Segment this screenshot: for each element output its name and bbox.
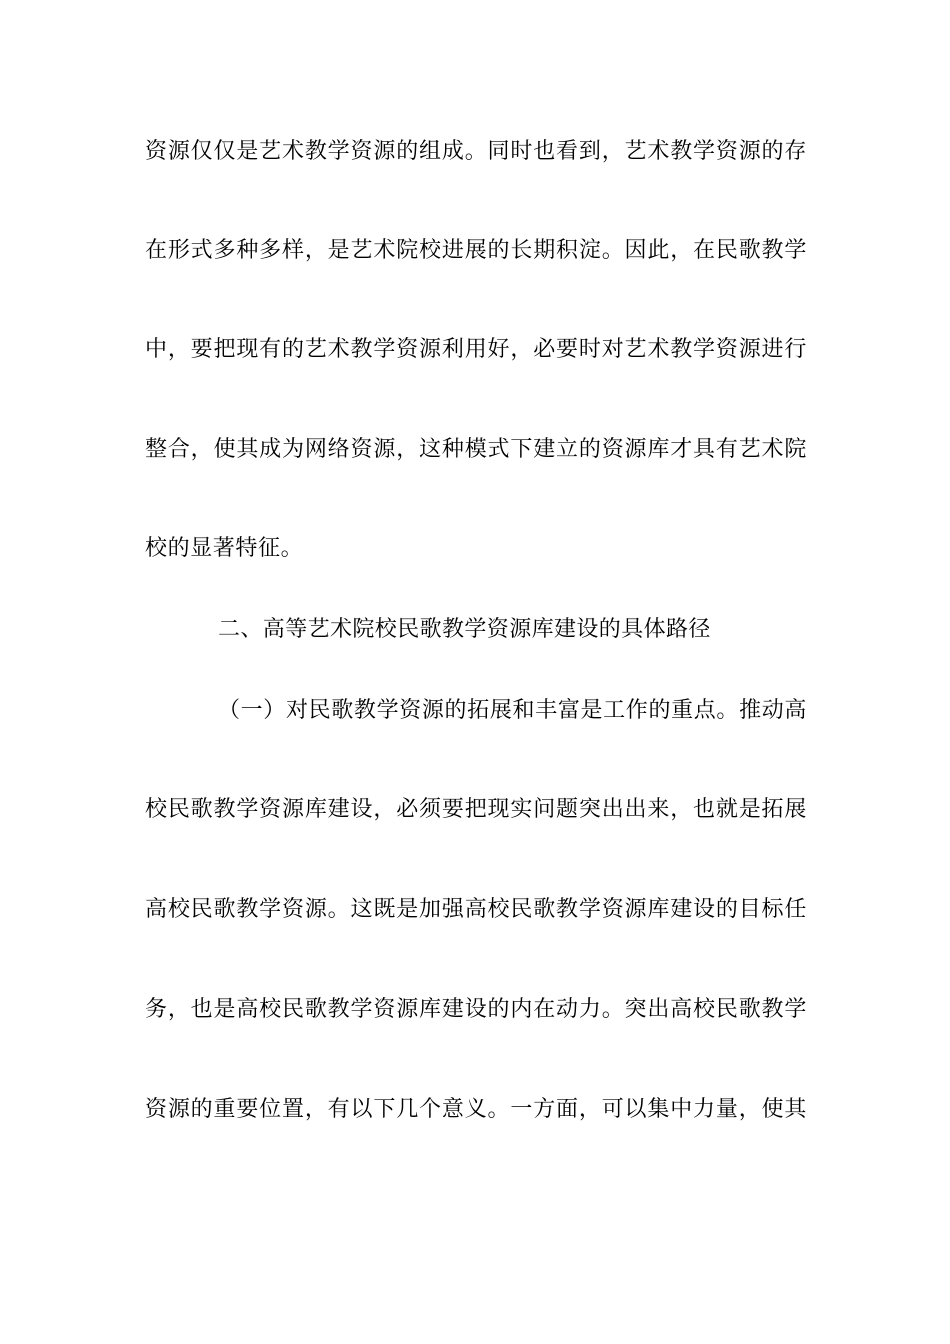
section-heading: 二、高等艺术院校民歌教学资源库建设的具体路径 (218, 617, 711, 642)
paragraph-2-line-5: 资源的重要位置，有以下几个意义。一方面，可以集中力量，使其 (145, 1097, 807, 1122)
paragraph-2-line-3: 高校民歌教学资源。这既是加强高校民歌教学资源库建设的目标任 (145, 897, 807, 922)
paragraph-1-line-2: 在形式多种多样，是艺术院校进展的长期积淀。因此，在民歌教学 (145, 238, 807, 263)
paragraph-1-line-4: 整合，使其成为网络资源，这种模式下建立的资源库才具有艺术院 (145, 437, 807, 462)
paragraph-2-line-1: （一）对民歌教学资源的拓展和丰富是工作的重点。推动高 (218, 698, 807, 723)
paragraph-1-line-5: 校的显著特征。 (145, 536, 304, 561)
paragraph-2-line-4: 务，也是高校民歌教学资源库建设的内在动力。突出高校民歌教学 (145, 997, 807, 1022)
paragraph-2-line-2: 校民歌教学资源库建设，必须要把现实问题突出出来，也就是拓展 (145, 797, 807, 822)
paragraph-1-line-3: 中，要把现有的艺术教学资源利用好，必要时对艺术教学资源进行 (145, 337, 807, 362)
paragraph-1-line-1: 资源仅仅是艺术教学资源的组成。同时也看到，艺术教学资源的存 (145, 139, 807, 164)
